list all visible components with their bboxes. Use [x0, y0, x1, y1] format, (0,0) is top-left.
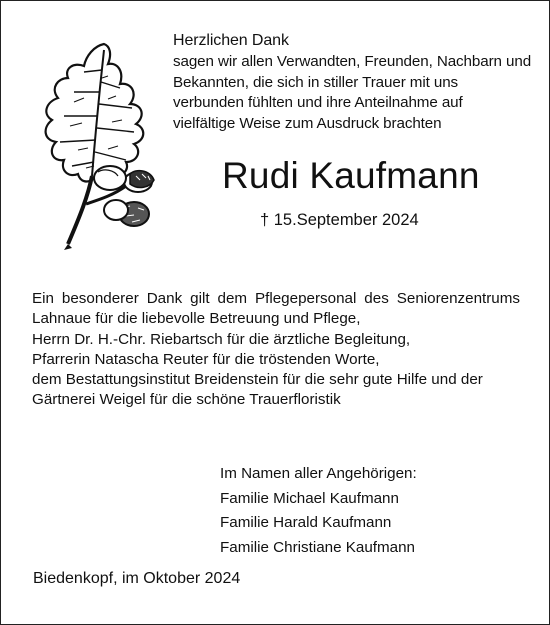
- thanks-block: [173, 30, 533, 134]
- thanks-line: Bekannten, die sich in stiller Trauer mit uns: [173, 73, 459, 91]
- special-thanks-line: Pfarrerin Natascha Reuter für die tröstenden Worte,: [32, 350, 380, 368]
- special-thanks-line: Ein besonderer Dank gilt dem Pflegepersonal des Seniorenzentrums: [32, 290, 520, 307]
- special-thanks-line: dem Bestattungsinstitut Breidenstein für die sehr gute Hilfe und der: [32, 371, 483, 389]
- thanks-heading: Herzlichen Dank: [173, 32, 289, 49]
- place-date: Biedenkopf, im Oktober 2024: [33, 570, 241, 587]
- special-thanks-line: Gärtnerei Weigel für die schöne Trauerfloristik: [32, 391, 341, 409]
- thanks-line: verbunden fühlten und ihre Anteilnahme auf: [173, 94, 463, 111]
- signature-block: [220, 462, 417, 560]
- oak-leaf-acorn-icon: [34, 36, 164, 256]
- family-name: Familie Michael Kaufmann: [220, 489, 399, 507]
- special-thanks-line: Herrn Dr. H.-Chr. Riebartsch für die ärztliche Begleitung,: [32, 330, 411, 348]
- special-thanks-line: Lahnaue für die liebevolle Betreuung und Pflege,: [32, 310, 361, 328]
- thanks-line: sagen wir allen Verwandten, Freunden, Nachbarn und: [173, 53, 532, 70]
- special-thanks-block: [32, 289, 520, 411]
- family-name: Familie Harald Kaufmann: [220, 514, 392, 531]
- death-date: † 15.September 2024: [260, 211, 419, 229]
- family-name: Familie Christiane Kaufmann: [220, 538, 415, 556]
- thanks-line: vielfältige Weise zum Ausdruck brachten: [173, 114, 442, 132]
- deceased-name: Rudi Kaufmann: [222, 155, 480, 196]
- signature-intro: Im Namen aller Angehörigen:: [220, 465, 417, 482]
